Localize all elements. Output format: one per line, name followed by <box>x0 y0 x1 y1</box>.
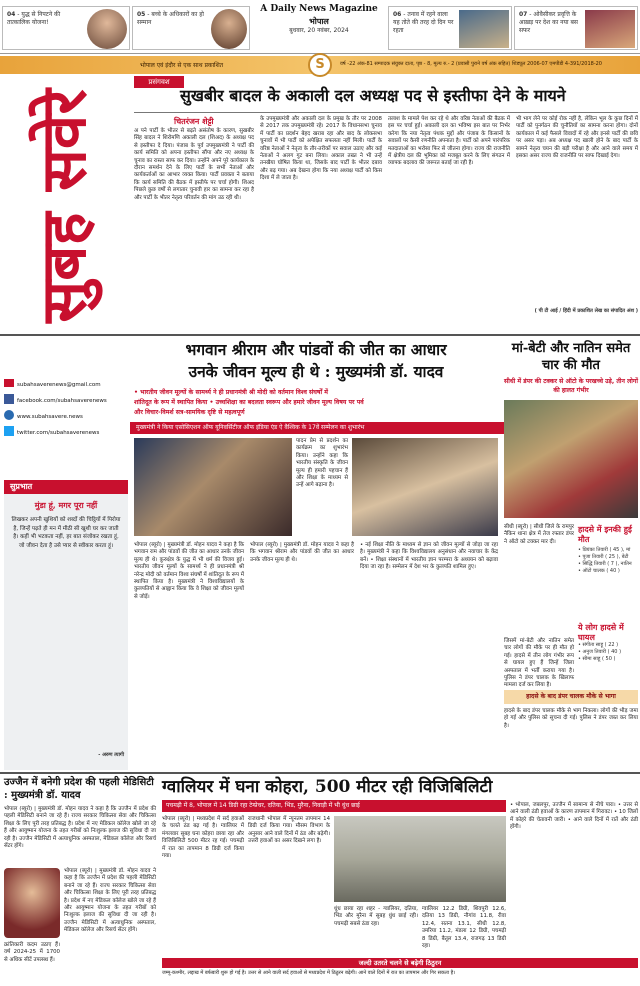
poem-title: मुंडा हूं, मगर पूरा नहीं <box>34 500 98 510</box>
teaser-num: 05 <box>137 11 146 18</box>
weather-body-3: ग्वालियर 12.2 डिग्री, शिवपुरी 12.6, दतिया 13 डिग्री, नौगांव 11.8, रीवा 12.4, सतना 13.1, सीधी 12.8, उमरिया 11.2, मंडला 12 डिग्री, पचमढ़ी 8 डिग्री, बैतूल 13.4, राजगढ़ 13 डिग्री रहा। <box>422 906 506 950</box>
ujjain-headline: उज्जैन में बनेगी प्रदेश की पहली मेडिसिटी : मुख्यमंत्री डॉ. यादव <box>4 777 154 801</box>
accident-photo <box>504 400 638 518</box>
weather-caption: धुंध छाया रहा शहर - ग्वालियर, दतिया, भिंड और मुरैना में सुबह धुंध छाई रही। पचमढ़ी सबसे ठंडा रहा। <box>334 906 418 927</box>
main-photo-2 <box>352 438 498 536</box>
injured-item: • सीमा साहू ( 50 ) <box>578 656 616 662</box>
lead-headline: सुखबीर बादल के अकाली दल अध्यक्ष पद से इस्तीफा देने के मायने <box>180 86 566 105</box>
logo-text: सुबह सवेरे <box>27 89 100 323</box>
twitter-icon <box>4 426 14 436</box>
mail-icon <box>4 379 14 387</box>
lead-col-1: अ पने पार्टी के भीतर से बढ़ते असंतोष के कारण, सुखबीर सिंह बादल ने शिरोमणि अकाली दल (शिअद) के अध्यक्ष पद से इस्तीफा दे दिया। पंजाब के पूर्व उपमुख्यमंत्री ने पार्टी की कार्य समिति को अपना इस्तीफा सौंपा और नए अध्यक्ष के चुनाव का रास्ता साफ कर दिया। उन्होंने अपने पूरे कार्यकाल के दौरान समर्थन देने के लिए पार्टी के सभी नेताओं और कार्यकर्ताओं का आभार व्यक्त किया। पार्टी प्रवक्ता ने बताया कि कार्य समिति की बैठक में इस्तीफे पर चर्चा होगी। शिअद पिछले कुछ वर्षों से लगातार चुनावी हार का सामना कर रहा है और पार्टी के भीतर नेतृत्व परिवर्तन की मांग उठ रही थी। <box>134 128 254 201</box>
masthead-center <box>252 4 386 52</box>
weather-story <box>162 776 638 984</box>
top-bar <box>0 0 640 54</box>
slogan: भोपाल एवं इंदौर से एक साथ प्रकाशित <box>140 62 224 69</box>
teaser-3[interactable] <box>388 6 512 50</box>
section-tag: प्रसंगवश <box>134 76 184 88</box>
section-tag: सुप्रभात <box>4 480 128 494</box>
poem-text: लिखकर अपनी खुशियों को शब्दों की चिट्ठियों में पिरोया है, जिन्हें पढ़ते ही मन में मीठी सी खुशी घर कर जाती है। कहीं भी भटकता नहीं, हर बात संजोकर रखता हूं, जो जीवन देता है उसे प्यार से स्वीकार करता हूं। <box>11 517 121 549</box>
main-caption: भोपाल (ब्यूरो) | मुख्यमंत्री डॉ. मोहन यादव ने कहा है कि भगवान राम और पांडवों की जीत का आधार उनके जीवन मूल्य ही थे। कुरुक्षेत्र के युद्ध में भी धर्म की विजय हुई। भारतीय जीवन मूल्यों के सामर्थ्य ने ही प्रधानमंत्री श्री नरेन्द्र मोदी को वर्तमान विश्व संघर्षों में शांतिदूत के रूप में स्थापित किया है। मुख्यमंत्री ने विश्वविद्यालयों के कुलपतियों से आह्वान किया कि वे शिक्षा को जीवन मूल्यों से जोड़ें। <box>134 542 244 600</box>
weather-headline: ग्वालियर में घना कोहरा, 500 मीटर रही विजिबिलिटी <box>162 777 493 797</box>
lead-col-2: के उपमुख्यमंत्री और अकाली दल के प्रमुख के तौर पर 2008 से 2017 तक उपमुख्यमंत्री रहे। 2017 के विधानसभा चुनाव में पार्टी का प्रदर्शन बेहद खराब रहा और बाद के लोकसभा चुनावों में भी पार्टी को अपेक्षित सफलता नहीं मिली। पार्टी के वरिष्ठ नेताओं ने नेतृत्व के तौर-तरीकों पर सवाल उठाए और कई नेताओं ने अलग गुट बना लिया। अकाल तख्त ने भी उन्हें तनखैया घोषित किया था, जिसके बाद पार्टी के भीतर दबाव और बढ़ गया। अब देखना होगा कि नया अध्यक्ष पार्टी को किस दिशा में ले जाता है। <box>260 116 382 182</box>
facebook-icon <box>4 394 14 404</box>
cm-photo <box>4 868 60 938</box>
side-tail-body: हादसे के बाद डंपर चालक मौके से भाग निकला। लोगों की भीड़ जमा हो गई और पुलिस को सूचना दी गई। पुलिस ने डंपर जब्त कर लिया है। <box>504 708 638 729</box>
lead-credit: ( पी टी आई / हिंदी में प्रकाशित लेख का संपादित अंश ) <box>534 308 638 314</box>
teaser-2[interactable] <box>132 6 250 50</box>
main-photo <box>134 438 292 536</box>
weather-bottom-body: जम्मू-कश्मीर, लद्दाख में बर्फबारी शुरू हो गई है। उत्तर से आने वाली सर्द हवाओं से मध्यप्रदेश में ठिठुरन बढ़ेगी। आने वाले दिनों में रात का तापमान और गिर सकता है। <box>162 970 456 976</box>
weather-strap: पचमढ़ी में 8, भोपाल में 14 डिग्री रहा टेम्प्रेचर, दतिया, भिंड, मुरैना, निवाड़ी में भी धुंध छाई <box>162 800 506 812</box>
teaser-title: - ओवैसीकर प्रवृत्ति के आख़ड़ पर देश का नया बस सफर <box>519 11 578 34</box>
masthead-city: भोपाल <box>309 16 329 26</box>
logo <box>0 74 128 332</box>
ujjain-body: भोपाल (ब्यूरो) | मुख्यमंत्री डॉ. मोहन यादव ने कहा है कि उज्जैन में प्रदेश की पहली मेडिसिटी बनाने जा रहे हैं। राज्य सरकार चिकित्सा सेवा और चिकित्सा शिक्षा के लिए पूरी तरह प्रतिबद्ध है। प्रदेश में नए मेडिकल कॉलेज खोले जा रहे हैं और आयुष्मान योजना के तहत गरीबों को निःशुल्क इलाज की सुविधा दी जा रही है। उज्जैन मेडिसिटी में अत्याधुनिक अस्पताल, मेडिकल कॉलेज और रिसर्च सेंटर होंगे। <box>4 806 156 850</box>
main-subdeck-3: और विचार-विमर्श सत्र-सामयिक दृष्टि से महत्वपूर्ण <box>134 409 245 416</box>
teaser-num: 06 <box>393 11 402 18</box>
deaths-box <box>578 524 638 620</box>
divider <box>0 334 640 336</box>
teaser-title: - बच्चे के अधिकारों का हो सम्मान <box>137 11 204 26</box>
author-photo <box>87 9 127 49</box>
teaser-photo <box>585 10 635 48</box>
side-story <box>504 338 638 768</box>
lead-col-3: तलाश के मामले पेश कर रहे थे और वरिष्ठ नेताओं की बैठक में इस पर चर्चा हुई। अकाली दल का भविष्य इस बात पर निर्भर करेगा कि नया नेतृत्व पंथक मुद्दों और पंजाब के किसानों के सवालों पर कैसी रणनीति अपनाता है। पार्टी को अपने पारंपरिक मतदाताओं का भरोसा फिर से जीतना होगा। राज्य की राजनीति में क्षेत्रीय दल की भूमिका को मजबूत करने के लिए संगठन में व्यापक बदलाव की जरूरत बताई जा रही है। <box>388 116 510 167</box>
masthead-date: बुधवार, 20 नवंबर, 2024 <box>289 27 349 34</box>
death-item: • प्रियंका तिवारी ( 45 ), मां <box>578 547 631 553</box>
side-tail-title: हादसे के बाद डंपर चालक मौके से भागा <box>504 690 638 704</box>
divider <box>0 772 640 774</box>
social-web[interactable]: www.subahsavere.news <box>4 410 128 426</box>
author-photo <box>211 9 247 49</box>
teaser-1[interactable] <box>2 6 130 50</box>
byline: चितरंजन शेट्टी <box>174 116 214 126</box>
weather-body-1: भोपाल (ब्यूरो) | मध्यप्रदेश में सर्द हवाओं के चलते ठंड बढ़ गई है। ग्वालियर में मंगलवार सुबह घना कोहरा छाया रहा और विजिबिलिटी 500 मीटर रह गई। पचमढ़ी में रात का तापमान 8 डिग्री दर्ज किया गया। <box>162 816 244 860</box>
lead-col-4: भी भाग लेने पर कोई रोक नहीं है, लेकिन भूल के कुछ दिनों में पार्टी को पुनर्गठन की चुनौतियों का सामना करना होगा। दोनों कार्यकाल में कई फैसले विवादों में रहे और इनसे पार्टी की छवि पर असर पड़ा। अब अध्यक्ष पद खाली होने के बाद पार्टी के सामने नेतृत्व चयन की बड़ी परीक्षा है और आने वाले समय में इसका असर राज्य की राजनीति पर साफ दिखाई देगा। <box>516 116 638 160</box>
main-subdeck-1: • भारतीय जीवन मूल्यों के सामर्थ्य ने ही प्रधानमंत्री श्री मोदी को वर्तमान विश्व संघर्षों में <box>134 389 328 396</box>
injured-box <box>578 622 638 663</box>
side-body: जिसमें मां-बेटी और नातिन समेत चार लोगों की मौके पर ही मौत हो गई। हादसे में तीन लोग गंभीर रूप से घायल हुए हैं जिन्हें जिला अस्पताल में भर्ती कराया गया है। पुलिस ने डंपर चालक के खिलाफ मामला दर्ज कर लिया है। <box>504 638 574 689</box>
main-body-mid: भोपाल (ब्यूरो) | मुख्यमंत्री डॉ. मोहन यादव ने कहा है कि भगवान श्रीराम और पांडवों की जीत का आधार उनके जीवन मूल्य ही थे। <box>250 542 354 563</box>
globe-icon <box>4 410 14 420</box>
death-item: • ऑटो चालक ( 40 ) <box>578 568 620 574</box>
poem-box <box>4 480 128 770</box>
social-links <box>4 378 128 442</box>
deaths-title: हादसे में इनकी हुई मौत <box>578 524 632 544</box>
injured-item: • संगीता साहू ( 22 ) <box>578 642 619 648</box>
weather-body-2: राजधानी भोपाल में न्यूनतम तापमान 14 डिग्री दर्ज किया गया। मौसम विभाग के अनुसार आने वाले दिनों में ठंड और बढ़ेगी। उत्तरी हवाओं का असर दिखने लगा है। <box>248 816 330 845</box>
main-headline-1: भगवान श्रीराम और पांडवों की जीत का आधार <box>185 340 447 359</box>
weather-bottom-strap: जल्दी उतरते चलने से बढ़ेगी ठिठुरन <box>162 958 638 968</box>
side-subhead: सीधी में डंपर की टक्कर से ऑटो के परखच्चे उड़े, तीन लोगों की हालत गंभीर <box>504 378 638 394</box>
teaser-num: 07 <box>519 11 528 18</box>
social-twitter[interactable]: twitter.com/subahsaverenews <box>4 426 128 442</box>
weather-right-col: • भोपाल, जबलपुर, उज्जैन में सामान्य से नीचे पारा। • उत्तर से आने वाली ठंडी हवाओं के कारण तापमान में गिरावट। • 10 जिलों में कोहरे की चेतावनी जारी। • आने वाले दिनों में रातें और ठंडी होंगी। <box>510 802 638 831</box>
side-headline: मां-बेटी और नातिन समेत चार की मौत <box>511 341 631 373</box>
teaser-photo <box>459 10 509 48</box>
main-headline-2: उनके जीवन मूल्य ही थे : मुख्यमंत्री डॉ. यादव <box>188 362 444 381</box>
ujjain-story <box>4 776 156 984</box>
main-strap: मुख्यमंत्री ने किया एसोसिएशन ऑफ यूनिवर्सिटीज ऑफ इंडिया एंड ऐ वैश्विक के 17वें सम्मेलन का शुभारंभ <box>130 422 636 434</box>
injured-title: ये लोग हादसे में घायल <box>578 622 624 642</box>
main-body-right: • नई शिक्षा नीति के माध्यम से ज्ञान को जीवन मूल्यों से जोड़ा जा रहा है। मुख्यमंत्री ने कहा कि विश्वविद्यालय अनुसंधान और नवाचार के केंद्र बनें। • शिक्षा संस्थानों में भारतीय ज्ञान परम्परा के अध्ययन को बढ़ावा दिया जा रहा है। सम्मेलन में देश भर के कुलपति शामिल हुए। <box>360 542 498 571</box>
ujjain-body-2: भोपाल (ब्यूरो) | मुख्यमंत्री डॉ. मोहन यादव ने कहा है कि उज्जैन में प्रदेश की पहली मेडिसिटी बनाने जा रहे हैं। राज्य सरकार चिकित्सा सेवा और चिकित्सा शिक्षा के लिए पूरी तरह प्रतिबद्ध है। प्रदेश में नए मेडिकल कॉलेज खोले जा रहे हैं और आयुष्मान योजना के तहत गरीबों को निःशुल्क इलाज की सुविधा दी जा रही है। उज्जैन मेडिसिटी में अत्याधुनिक अस्पताल, मेडिकल कॉलेज और रिसर्च सेंटर होंगे। <box>64 868 156 934</box>
main-body-left: पादन प्रेम से प्रदर्शन का कार्यक्रम का शुभारंभ किया। उन्होंने कहा कि भारतीय संस्कृति के जीवन मूल्य ही हमारी पहचान हैं और शिक्षा के माध्यम से उन्हें आगे बढ़ाना है। <box>296 438 348 489</box>
ujjain-caption: क्रांतिकारी कदम उठाए हैं। वर्ष 2024-25 में 1700 से अधिक सीटें उपलब्ध हैं। <box>4 942 60 963</box>
social-email[interactable]: subahsaverenews@gmail.com <box>4 378 128 394</box>
teaser-title: - युद्ध से निपटने की तात्कालिक योजना! <box>7 11 61 26</box>
fog-photo <box>334 816 506 902</box>
side-caption: सीधी (ब्यूरो) | सीधी जिले के रामपुर नैकिन थाना क्षेत्र में तेज रफ्तार डंपर ने ऑटो को टक्कर मार दी। <box>504 524 574 545</box>
teaser-4[interactable] <box>514 6 638 50</box>
masthead-tagline: A Daily News Magazine <box>260 4 378 14</box>
death-item: • पूजा तिवारी ( 25 ), बेटी <box>578 554 629 560</box>
teaser-num: 04 <box>7 11 16 18</box>
poem-author: - अरुण त्यागी <box>98 752 124 758</box>
main-story <box>134 338 498 768</box>
injured-item: • अनुज तिवारी ( 40 ) <box>578 649 622 655</box>
social-facebook[interactable]: facebook.com/subahsaverenews <box>4 394 128 410</box>
teaser-title: - तनाव में रहने वाला यह तोते की तरह दो दिन पर रहता <box>393 11 454 34</box>
sun-logo-icon: S <box>308 53 332 77</box>
divider <box>134 112 638 113</box>
main-subdeck-2: शांतिदूत के रूप में स्थापित किया • उच्चशिक्षा का बदलता स्वरूप और हमारे जीवन मूल्य विषय पर पर्व <box>134 399 364 406</box>
edition-info: वर्ष -22 अंक-81 सम्पादक संयुक्त दाता, पृष्ठ - 8, मूल्य रु.- 2 (प्रवासी पुराने वर्ष अंक सहित) शिड्यूल 2006-07 एमपीडी 4-391/2018-20 <box>340 61 602 67</box>
lead-article <box>134 76 638 332</box>
death-item: • सिद्धि तिवारी ( 7 ), नातिन <box>578 561 632 567</box>
